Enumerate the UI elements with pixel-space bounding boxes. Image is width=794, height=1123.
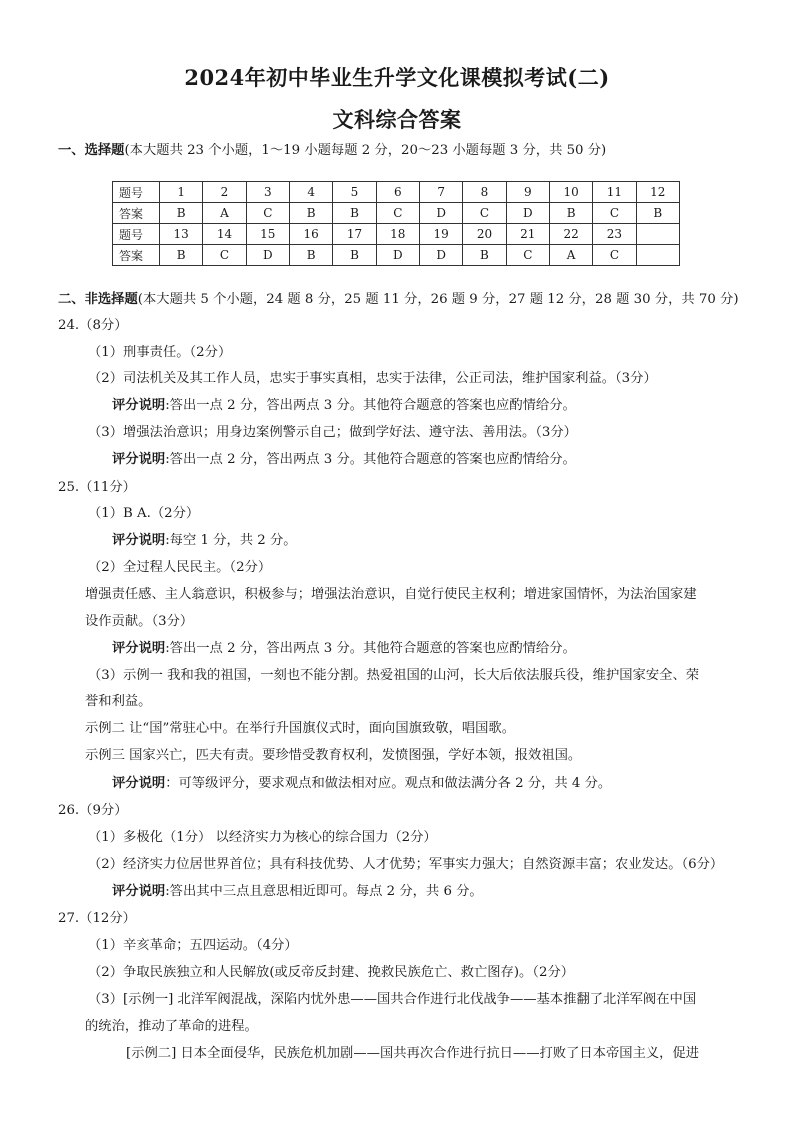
table-row-header: 题号 bbox=[113, 224, 160, 245]
grading-note bbox=[112, 776, 611, 792]
table-cell: 1 bbox=[160, 182, 203, 203]
answer-line bbox=[58, 480, 136, 496]
table-cell: B bbox=[289, 245, 332, 266]
answer-line bbox=[88, 345, 231, 361]
table-row-header: 答案 bbox=[113, 203, 160, 224]
line-text: 的统治，推动了革命的进程。 bbox=[85, 1019, 258, 1034]
answer-line bbox=[85, 748, 581, 764]
line-text: ：可等级评分，要求观点和做法相对应。观点和做法满分各 2 分，共 4 分。 bbox=[165, 776, 612, 791]
table-cell: 6 bbox=[376, 182, 419, 203]
answer-line bbox=[85, 614, 193, 630]
answer-line bbox=[88, 371, 657, 387]
answer-line bbox=[88, 506, 199, 522]
table-cell: 3 bbox=[246, 182, 289, 203]
line-text: （1）多极化（1分） 以经济实力为核心的综合国力（2分） bbox=[88, 830, 437, 845]
table-cell: B bbox=[160, 203, 203, 224]
table-cell: 9 bbox=[506, 182, 549, 203]
grading-note-label: 评分说明 bbox=[112, 398, 166, 413]
table-cell: 8 bbox=[463, 182, 506, 203]
table-cell: 21 bbox=[506, 224, 549, 245]
section1-header bbox=[58, 143, 606, 159]
section1-heading: 一、选择题 bbox=[58, 143, 125, 158]
line-text: 誉和利益。 bbox=[85, 694, 152, 709]
table-cell: 23 bbox=[593, 224, 636, 245]
table-cell bbox=[636, 245, 679, 266]
table-cell: B bbox=[160, 245, 203, 266]
line-text: （2）全过程人民民主。（2分） bbox=[88, 560, 272, 575]
answer-table-row bbox=[113, 224, 680, 245]
grading-note-label: 评分说明 bbox=[112, 452, 166, 467]
grading-note bbox=[112, 398, 576, 414]
answer-line bbox=[85, 694, 151, 710]
answer-line bbox=[85, 1019, 258, 1035]
exam-subtitle: 文科综合答案 bbox=[332, 107, 462, 132]
table-row-header: 答案 bbox=[113, 245, 160, 266]
section2-header bbox=[58, 292, 739, 308]
table-cell: B bbox=[333, 203, 376, 224]
line-text: :答出其中三点且意思相近即可。每点 2 分，共 6 分。 bbox=[165, 884, 483, 899]
line-text: （1）B A.（2分） bbox=[88, 506, 200, 521]
table-cell: 12 bbox=[636, 182, 679, 203]
table-cell: C bbox=[593, 245, 636, 266]
table-cell: 14 bbox=[203, 224, 246, 245]
answer-table-row bbox=[113, 182, 680, 203]
table-cell: 5 bbox=[333, 182, 376, 203]
grading-note-label: 评分说明 bbox=[112, 884, 166, 899]
section2-note: (本大题共 5 个小题，24 题 8 分，25 题 11 分，26 题 9 分，27 题 12 分，28 题 30 分，共 70 分) bbox=[137, 292, 739, 307]
table-cell: 11 bbox=[593, 182, 636, 203]
table-cell: A bbox=[203, 203, 246, 224]
answer-line bbox=[58, 911, 136, 927]
table-cell bbox=[636, 224, 679, 245]
line-text: 24.（8分） bbox=[58, 318, 128, 333]
table-cell: B bbox=[636, 203, 679, 224]
line-text: 设作贡献。（3分） bbox=[85, 614, 194, 629]
line-text: （1）辛亥革命；五四运动。（4分） bbox=[88, 938, 298, 953]
table-cell: 16 bbox=[289, 224, 332, 245]
table-cell: A bbox=[549, 245, 592, 266]
answer-table bbox=[112, 181, 680, 266]
line-text: 25.（11分） bbox=[58, 480, 136, 495]
answer-line bbox=[88, 965, 574, 981]
answer-line bbox=[126, 1046, 699, 1062]
line-text: （2）经济实力位居世界首位；具有科技优势、人才优势；军事实力强大；自然资源丰富；农业发达。（6分） bbox=[88, 857, 724, 872]
table-cell: D bbox=[376, 245, 419, 266]
section2-heading: 二、非选择题 bbox=[58, 292, 138, 307]
table-cell: C bbox=[376, 203, 419, 224]
grading-note-label: 评分说明 bbox=[112, 533, 166, 548]
answer-line bbox=[88, 425, 577, 441]
table-cell: C bbox=[463, 203, 506, 224]
section1-note: (本大题共 23 个小题，1～19 小题每题 2 分，20～23 小题每题 3 分，共 50 分) bbox=[124, 143, 607, 158]
table-cell: D bbox=[506, 203, 549, 224]
answer-line bbox=[88, 668, 699, 684]
answer-line bbox=[88, 830, 437, 846]
table-cell: 15 bbox=[246, 224, 289, 245]
answer-line bbox=[85, 587, 697, 603]
table-cell: 2 bbox=[203, 182, 246, 203]
line-text: :答出一点 2 分，答出两点 3 分。其他符合题意的答案也应酌情给分。 bbox=[165, 452, 576, 467]
line-text: :答出一点 2 分，答出两点 3 分。其他符合题意的答案也应酌情给分。 bbox=[165, 398, 576, 413]
line-text: 27.（12分） bbox=[58, 911, 136, 926]
table-cell: 22 bbox=[549, 224, 592, 245]
line-text: :每空 1 分，共 2 分。 bbox=[165, 533, 297, 548]
line-text: 示例三 国家兴亡，匹夫有责。要珍惜受教育权利，发愤图强，学好本领，报效祖国。 bbox=[85, 748, 582, 763]
answer-line bbox=[88, 992, 696, 1008]
table-row-header: 题号 bbox=[113, 182, 160, 203]
exam-title: 2024年初中毕业生升学文化课模拟考试(二) bbox=[184, 65, 610, 90]
table-cell: B bbox=[463, 245, 506, 266]
table-cell: 17 bbox=[333, 224, 376, 245]
answer-table-row bbox=[113, 203, 680, 224]
table-cell: 13 bbox=[160, 224, 203, 245]
answer-line bbox=[85, 721, 515, 737]
table-cell: D bbox=[419, 203, 462, 224]
table-cell: C bbox=[593, 203, 636, 224]
answer-line bbox=[58, 318, 128, 334]
table-cell: C bbox=[506, 245, 549, 266]
grading-note bbox=[112, 452, 576, 468]
line-text: :答出一点 2 分，答出两点 3 分。其他符合题意的答案也应酌情给分。 bbox=[165, 641, 576, 656]
line-text: 示例二 让“国”常驻心中。在举行升国旗仪式时，面向国旗致敬，唱国歌。 bbox=[85, 721, 516, 736]
table-cell: D bbox=[246, 245, 289, 266]
line-text: （3）增强法治意识；用身边案例警示自己；做到学好法、遵守法、善用法。（3分） bbox=[88, 425, 577, 440]
table-cell: B bbox=[549, 203, 592, 224]
line-text: （3）[示例一] 北洋军阀混战，深陷内忧外患——国共合作进行北伐战争——基本推翻了北洋军阀在中国 bbox=[88, 992, 697, 1007]
table-cell: B bbox=[289, 203, 332, 224]
table-cell: 4 bbox=[289, 182, 332, 203]
answer-line bbox=[88, 560, 271, 576]
grading-note bbox=[112, 884, 483, 900]
line-text: 26.（9分） bbox=[58, 803, 128, 818]
table-cell: B bbox=[333, 245, 376, 266]
table-cell: C bbox=[246, 203, 289, 224]
line-text: [示例二] 日本全面侵华，民族危机加剧——国共再次合作进行抗日——打败了日本帝国主义，促进 bbox=[126, 1046, 700, 1061]
line-text: （2）司法机关及其工作人员，忠实于事实真相，忠实于法律，公正司法，维护国家利益。（3分） bbox=[88, 371, 657, 386]
line-text: （2）争取民族独立和人民解放(或反帝反封建、挽救民族危亡、救亡图存)。（2分） bbox=[88, 965, 575, 980]
table-cell: D bbox=[419, 245, 462, 266]
answer-line bbox=[88, 857, 723, 873]
line-text: 增强责任感、主人翁意识，积极参与；增强法治意识，自觉行使民主权利；增进家国情怀，为法治国家建 bbox=[85, 587, 697, 602]
table-cell: 10 bbox=[549, 182, 592, 203]
line-text: （1）刑事责任。（2分） bbox=[88, 345, 232, 360]
grading-note-label: 评分说明 bbox=[112, 776, 166, 791]
table-cell: 20 bbox=[463, 224, 506, 245]
answer-line bbox=[58, 803, 128, 819]
grading-note-label: 评分说明 bbox=[112, 641, 166, 656]
table-cell: 18 bbox=[376, 224, 419, 245]
answer-line bbox=[88, 938, 298, 954]
grading-note bbox=[112, 533, 297, 549]
table-cell: 19 bbox=[419, 224, 462, 245]
table-cell: C bbox=[203, 245, 246, 266]
table-cell: 7 bbox=[419, 182, 462, 203]
line-text: （3）示例一 我和我的祖国，一刻也不能分割。热爱祖国的山河，长大后依法服兵役，维护国家安全、荣 bbox=[88, 668, 700, 683]
answer-table-row bbox=[113, 245, 680, 266]
grading-note bbox=[112, 641, 576, 657]
